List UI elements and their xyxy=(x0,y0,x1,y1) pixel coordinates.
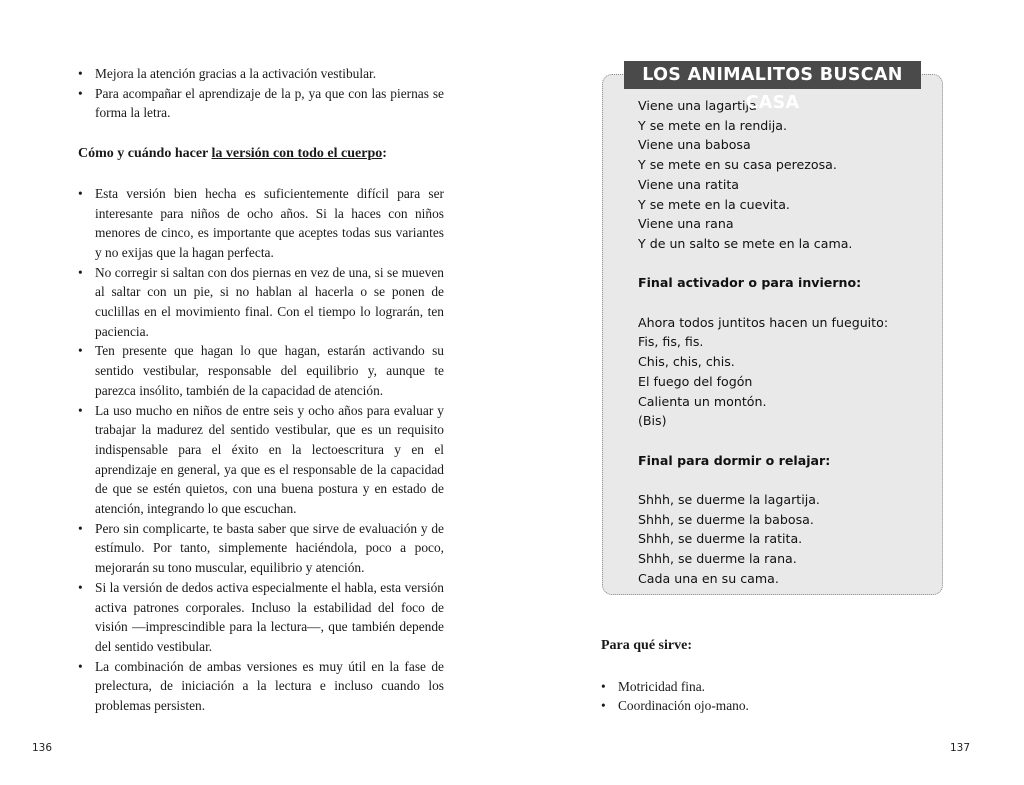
list-item xyxy=(78,519,444,578)
bullet-icon: • xyxy=(78,85,83,101)
poem-line: Y se mete en la cuevita. xyxy=(638,196,790,212)
bullet-text: Mejora la atención gracias a la activación vestibular. xyxy=(95,66,377,81)
intro-bullet-list xyxy=(78,64,444,123)
section-heading xyxy=(78,144,444,164)
poem-text xyxy=(638,96,938,589)
bullet-text: Coordinación ojo-mano. xyxy=(618,698,749,714)
spacer xyxy=(638,293,938,313)
list-item xyxy=(601,696,941,716)
spacer xyxy=(638,254,938,274)
bullet-icon: • xyxy=(78,185,83,201)
poem-line: Cada una en su cama. xyxy=(638,570,779,586)
bullet-icon: • xyxy=(78,579,83,595)
poem-line: Viene una lagartija xyxy=(638,98,757,113)
bullet-text: Si la versión de dedos activa especialmente el habla, esta versión activa patrones corporales. Incluso la estabilidad del foco de visión —imprescindible para la lectura—, que también depende del sentido vestibular. xyxy=(95,579,444,654)
poem-line: Viene una babosa xyxy=(638,137,751,153)
poem-line: Ahora todos juntitos hacen un fueguito: xyxy=(638,314,889,330)
right-page xyxy=(512,0,1024,785)
page-number-left: 136 xyxy=(32,742,53,754)
poem-line: Shhh, se duerme la babosa. xyxy=(638,511,814,527)
poem-subheading: Final activador o para invierno: xyxy=(638,275,862,291)
poem-line: Y se mete en su casa perezosa. xyxy=(638,157,837,173)
poem-line: Shhh, se duerme la rana. xyxy=(638,551,797,567)
bullet-icon: • xyxy=(78,264,83,280)
bullet-text: Pero sin complicarte, te basta saber que sirve de evaluación y de estímulo. Por tanto, simplemente haciéndola, poco a poco, mejorarán su tono muscular, equilibrio y atención. xyxy=(95,520,444,576)
bullet-text: Motricidad fina. xyxy=(618,678,706,694)
page-number-right: 137 xyxy=(950,742,971,754)
spacer xyxy=(638,431,938,451)
poem-line: El fuego del fogón xyxy=(638,373,753,389)
list-item xyxy=(78,263,444,342)
bullet-text: Ten presente que hagan lo que hagan, estarán activando su sentido vestibular, responsable del equilibrio y, aunque te parezca insólito, también de la capacidad de atención. xyxy=(95,343,444,398)
poem-title: LOS ANIMALITOS BUSCAN CASA xyxy=(624,61,921,89)
list-item xyxy=(78,341,444,400)
bullet-text: La combinación de ambas versiones es muy útil en la fase de prelectura, de iniciación a la lectura e incluso cuando los problemas persisten. xyxy=(95,658,444,714)
poem-line: Fis, fis, fis. xyxy=(638,334,704,350)
section-heading-prefix: Cómo y cuándo hacer xyxy=(78,146,212,162)
poem-line: Shhh, se duerme la ratita. xyxy=(638,531,803,547)
poem-line: Chis, chis, chis. xyxy=(638,354,735,370)
poem-line: Y se mete en la rendija. xyxy=(638,117,788,133)
list-item xyxy=(78,84,444,123)
poem-line: Viene una ratita xyxy=(638,176,739,192)
bullet-icon: • xyxy=(78,520,83,536)
poem-line: Viene una rana xyxy=(638,216,734,232)
bullet-icon: • xyxy=(78,66,83,81)
bullet-text: Esta versión bien hecha es suficientemente difícil para ser interesante para niños de ocho años. Si la haces con niños menores de cinco, es importante que aceptes todas sus variantes y no exijas que la hagan perfecta. xyxy=(95,185,444,260)
bullet-icon: • xyxy=(78,658,83,674)
list-item xyxy=(601,677,941,697)
bullet-text: Para acompañar el aprendizaje de la p, ya que con las piernas se forma la letra. xyxy=(95,85,444,121)
purpose-section xyxy=(601,636,941,716)
list-item xyxy=(78,401,444,519)
list-item xyxy=(78,64,444,84)
bullet-text: No corregir si saltan con dos piernas en vez de una, si se mueven al saltar con un pie, si no hablan al hacerla o se ponen de cuclillas en el movimiento final. Con el tiempo lo lograrán, ten paciencia. xyxy=(95,264,444,339)
spacer xyxy=(638,470,938,490)
list-item xyxy=(78,184,444,263)
poem-line: Y de un salto se mete en la cama. xyxy=(638,235,853,251)
bullet-icon: • xyxy=(78,402,83,418)
section-heading-underlined: la versión con todo el cuerpo xyxy=(211,146,383,162)
bullet-icon: • xyxy=(601,678,606,694)
poem-line: (Bis) xyxy=(638,413,667,429)
left-body-text xyxy=(78,64,444,716)
purpose-heading: Para qué sirve: xyxy=(601,638,692,653)
section-heading-suffix: : xyxy=(382,146,387,162)
list-item xyxy=(78,657,444,716)
poem-line: Shhh, se duerme la lagartija. xyxy=(638,492,820,507)
main-bullet-list xyxy=(78,184,444,716)
purpose-bullet-list xyxy=(601,677,941,716)
list-item xyxy=(78,578,444,657)
poem-line: Calienta un montón. xyxy=(638,393,767,409)
bullet-icon: • xyxy=(78,343,83,359)
bullet-text: La uso mucho en niños de entre seis y ocho años para evaluar y trabajar la madurez del sentido vestibular, que es un requisito indispensable para el éxito en la lectoescritura y en el aprendizaje en general, ya que es el responsable de la capacidad de que se estén quietos, con una buena postura y en estado de atención, integrando lo que escuchan. xyxy=(95,402,444,517)
bullet-icon: • xyxy=(601,698,606,714)
poem-subheading: Final para dormir o relajar: xyxy=(638,452,831,468)
